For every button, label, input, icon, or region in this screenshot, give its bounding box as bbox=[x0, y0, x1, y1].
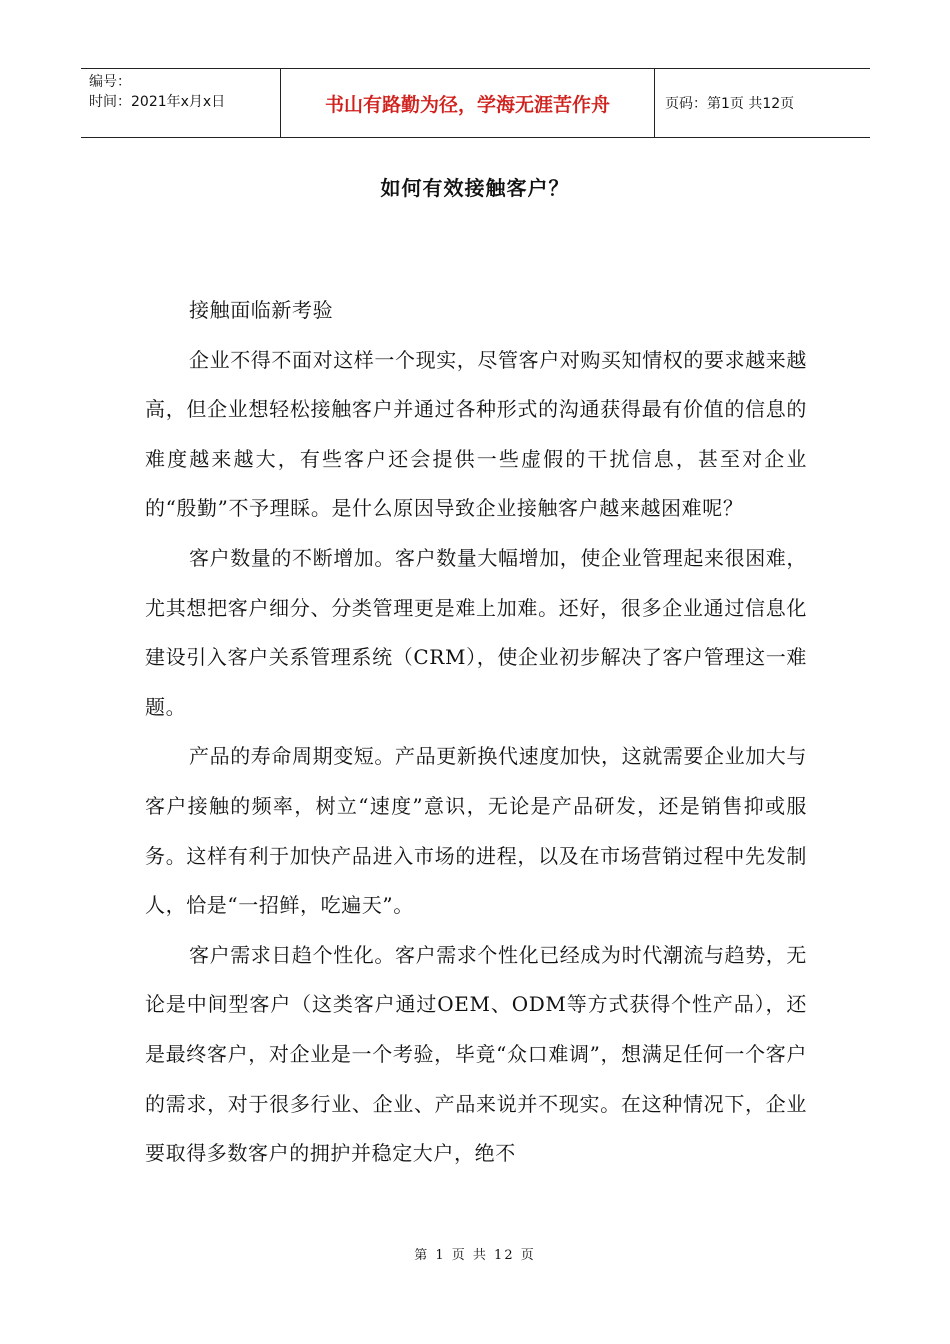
header-motto: 书山有路勤为径，学海无涯苦作舟 bbox=[281, 69, 655, 137]
paragraph: 企业不得不面对这样一个现实，尽管客户对购买知情权的要求越来越高，但企业想轻松接触客户并通过各种形式的沟通获得最有价值的信息的难度越来越大，有些客户还会提供一些虚假的干扰信息，甚至对企业的“殷勤”不予理睬。是什么原因导致企业接触客户越来越困难呢？ bbox=[145, 347, 807, 521]
header-page-info: 页码：第1页 共12页 bbox=[665, 96, 795, 112]
paragraph: 客户需求日趋个性化。客户需求个性化已经成为时代潮流与趋势，无论是中间型客户（这类客户通过OEM、ODM等方式获得个性产品），还是最终客户，对企业是一个考验，毕竟“众口难调”，想满足任何一个客户的需求，对于很多行业、企业、产品来说并不现实。在这种情况下，企业要取得多数客户的拥护并稳定大户，绝不 bbox=[145, 942, 807, 1166]
header-meta-cell bbox=[81, 69, 281, 137]
header-table bbox=[81, 68, 870, 138]
document-body bbox=[145, 286, 807, 1179]
document-title: 如何有效接触客户？ bbox=[380, 176, 570, 200]
document-number-label: 编号： bbox=[89, 74, 131, 90]
paragraph: 客户数量的不断增加。客户数量大幅增加，使企业管理起来很困难，尤其想把客户细分、分类管理更是难上加难。还好，很多企业通过信息化建设引入客户关系管理系统（CRM），使企业初步解决了客户管理这一难题。 bbox=[145, 545, 807, 719]
page-footer: 第 1 页 共 12 页 bbox=[414, 1248, 536, 1263]
paragraph: 产品的寿命周期变短。产品更新换代速度加快，这就需要企业加大与客户接触的频率，树立“速度”意识，无论是产品研发，还是销售抑或服务。这样有利于加快产品进入市场的进程，以及在市场营销过程中先发制人，恰是“一招鲜，吃遍天”。 bbox=[145, 744, 807, 918]
document-time-label: 时间：2021年x月x日 bbox=[89, 94, 226, 110]
section-heading: 接触面临新考验 bbox=[189, 298, 334, 322]
